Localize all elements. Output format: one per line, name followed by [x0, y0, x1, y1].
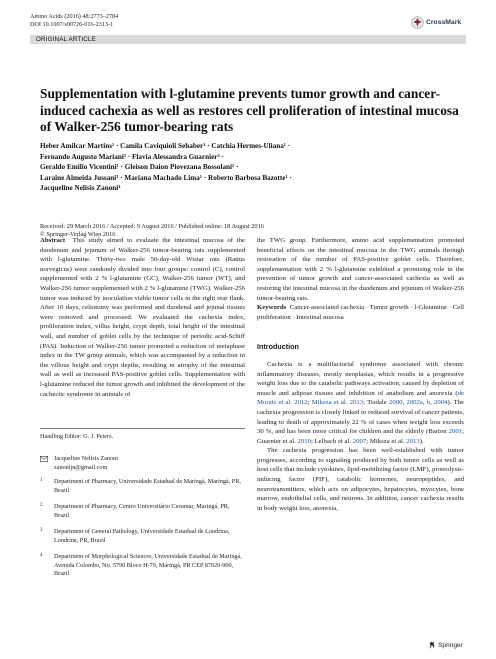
affiliation-number: 3: [40, 528, 43, 533]
article-type-banner: [30, 35, 466, 44]
author-line: Jacqueline Nelisis Zanoni⁴: [40, 184, 121, 192]
copyright-line: © Springer-Verlag Wien 2016: [40, 231, 116, 239]
article-type: ORIGINAL ARTICLE: [36, 36, 96, 43]
introduction-paragraph: [257, 360, 464, 446]
intro-text: ,: [422, 399, 427, 407]
citation-link[interactable]: 2001: [448, 428, 463, 436]
handling-editor: Handling Editor: G. J. Peters.: [40, 433, 114, 440]
left-column: [40, 236, 245, 399]
footnote-divider: [40, 428, 245, 429]
author-line: Fernando Augusto Mariani² · Flavia Alessandra Guarnier³ ·: [40, 152, 224, 161]
abstract-continuation: the TWG group. Furthermore, amino acid supplementation promoted beneficial effects on the intestinal mucosa in the TWG animals through restoration of the number of PAS-positive goblet cells. Therefore, supplementation with 2 % l-glutamine exhibited a promising role in the prevention of tumor growth and cancer-associated cachexia as well as restoring the intestinal mucosa in the duodenum and jejunum of Walker-256 tumor-bearing rats.: [257, 237, 464, 302]
citation-link[interactable]: 2013: [406, 437, 420, 445]
contact-name: Jacqueline Nelisis Zanoni: [54, 455, 118, 462]
intro-text: ). The cachexia progression is closely linked to reduced survival of cancer patients, leading to death of approximately 22 % of cases when weight loss exceeds 30 %, and has been more critical for children and the elderly (Barton: [257, 399, 464, 436]
introduction-paragraph: The cachexia progression has been well-established with tumor progresses, according to signaling produced by both tumor cells as well as host cells that include cytokines, lipid-mobilizing factor (LMF), proteolysis-inducing factor (PIF), catabolic hormones, neuropeptides, and neurotransmitters, which acts on adipocytes, hepatocytes, myocytes, bone marrow, endothelial cells, and neurons. In addition, cancer cachexia results in body weight loss, anorexia,: [257, 447, 464, 512]
crossmark-label: CrossMark: [426, 19, 462, 26]
intro-text: ,: [402, 399, 407, 407]
publisher-logo: [428, 641, 463, 649]
citation-link[interactable]: 2007: [352, 437, 367, 445]
author-line: Geraldo Emilio Vicentini¹ · Gleison Daion Piovezana Bossolani¹ ·: [40, 163, 239, 171]
intro-text: Cachexia is a multifactorial syndrome associated with chronic inflammatory diseases, mostly neoplasias, which results in a progressive weight loss due to the catabolic pathways activation, caused by depletion of muscle and adipose tissues and inhibition of anabolism and anorexia (: [257, 360, 464, 397]
crossmark-badge[interactable]: [411, 16, 461, 29]
affiliation-text: Department of Pharmacy, Centro Universitário Cesumar, Maringá, PR, Brazil: [54, 503, 230, 519]
citation-link[interactable]: 2002a: [406, 399, 423, 407]
publisher-name: Springer: [438, 641, 463, 649]
crossmark-icon: [411, 16, 424, 29]
citation-link[interactable]: 2004: [433, 399, 448, 407]
citation-link[interactable]: b: [426, 399, 431, 407]
journal-doi[interactable]: DOI 10.1007/s00726-016-2313-1: [30, 21, 114, 28]
journal-citation: Amino Acids (2016) 48:2773–2784: [30, 13, 119, 20]
affiliation-text: Department of Morphological Sciences, Universidade Estadual de Maringá, Avenida Colombo, No. 5790 Bloco H-79, Maringá, PR CEP 87020-900, Brazil: [54, 553, 242, 577]
intro-text: ; Tisdale: [363, 399, 389, 407]
abstract: [40, 236, 245, 399]
intro-text: ,: [430, 399, 434, 407]
affiliation-item: [40, 503, 245, 520]
corresponding-author: [40, 455, 245, 472]
citation-link[interactable]: 2010: [297, 437, 311, 445]
right-column: [257, 236, 464, 513]
affiliation-number: 1: [40, 478, 43, 483]
affiliation-text: Department of Pharmacy, Universidade Estadual de Maringá, Maringá, PR, Brazil: [54, 478, 241, 494]
author-list: [40, 141, 460, 194]
citation-link[interactable]: 2000: [388, 399, 403, 407]
intro-text: ;: [307, 399, 312, 407]
keywords-heading: Keywords: [257, 304, 287, 312]
affiliation-list: [40, 478, 245, 587]
author-line: Laraine Almeida Jussani² · Mariana Machado Lima¹ · Roberto Barbosa Bazotte¹ ·: [40, 173, 292, 182]
abstract-heading: Abstract: [40, 237, 66, 244]
abstract-text: This study aimed to evaluate the intestinal mucosa of the duodenum and jejunum of Walker-256 tumor-bearing rats supplemented with l-glutamine. Thirty-two male 50-day-old Wistar rats (Rattus norvegicus) were randomly divided into four groups: control (C), control supplemented with 2 % l-glutamine (GC), Walker-256 tumor (WT), and Walker-256 tumor supplemented with 2 % l-glutamine (TWG). Walker-256 tumor was induced by inoculation viable tumor cells in the right rear flank. After 10 days, celiotomy was performed and duodenal and jejunal tissues were removed and processed. We evaluated the cachexia index, proliferation index, villus height, crypt depth, total height of the intestinal wall, and number of goblet cells by the technique of periodic acid-Schiff (PAS). Induction of Walker-256 tumor promoted a reduction of metaphase index in the TW group animals, which was accompanied by a reduction in the villous height and crypt depths, resulting in atrophy of the intestinal wall as well as increased PAS-positive goblet cells. Supplementation with l-glutamine reduced the tumor growth and inhibited the development of the cachectic syndrome in animals of: [40, 237, 246, 398]
intro-text: ).: [419, 437, 424, 445]
affiliation-item: [40, 478, 245, 495]
intro-text: ; Lelbach et al.: [310, 437, 353, 445]
envelope-icon: [40, 456, 48, 462]
affiliation-item: [40, 528, 245, 545]
date-line: Received: 29 March 2016 / Accepted: 9 August 2016 / Published online: 18 August 2016: [40, 223, 264, 230]
contact-email[interactable]: zanonijn@gmail.com: [54, 463, 108, 471]
affiliation-text: Department of General Pathology, Universidade Estadual de Londrina, Londrina, PR, Brazil: [54, 528, 230, 544]
introduction-heading: Introduction: [257, 342, 299, 352]
keywords-text: Cancer-associated cachexia · Tumor growth · l-Glutamine · Cell proliferation · Intestinal mucosa: [257, 304, 465, 321]
keywords: [257, 303, 464, 322]
citation-link[interactable]: de Morais et al. 2012: [257, 389, 464, 407]
article-title: Supplementation with l-glutamine prevents tumor growth and cancer-induced cachexia as well as restores cell proliferation of intestinal mucosa of Walker-256 tumor-bearing rats: [40, 86, 459, 135]
affiliation-number: 2: [40, 503, 43, 508]
intro-text: ; Guarnier et al.: [257, 428, 464, 445]
affiliation-number: 4: [40, 553, 43, 558]
affiliation-item: [40, 553, 245, 579]
journal-info: [30, 13, 118, 29]
springer-horse-icon: [428, 641, 436, 649]
citation-link[interactable]: Miksza et al. 2013: [311, 399, 364, 407]
intro-text: ; Miksza et al.: [366, 437, 407, 445]
author-line: Heber Amilcar Martins¹ · Camila Caviquioli Sehaber¹ · Catchia Hermes-Uliana¹ ·: [40, 142, 291, 150]
